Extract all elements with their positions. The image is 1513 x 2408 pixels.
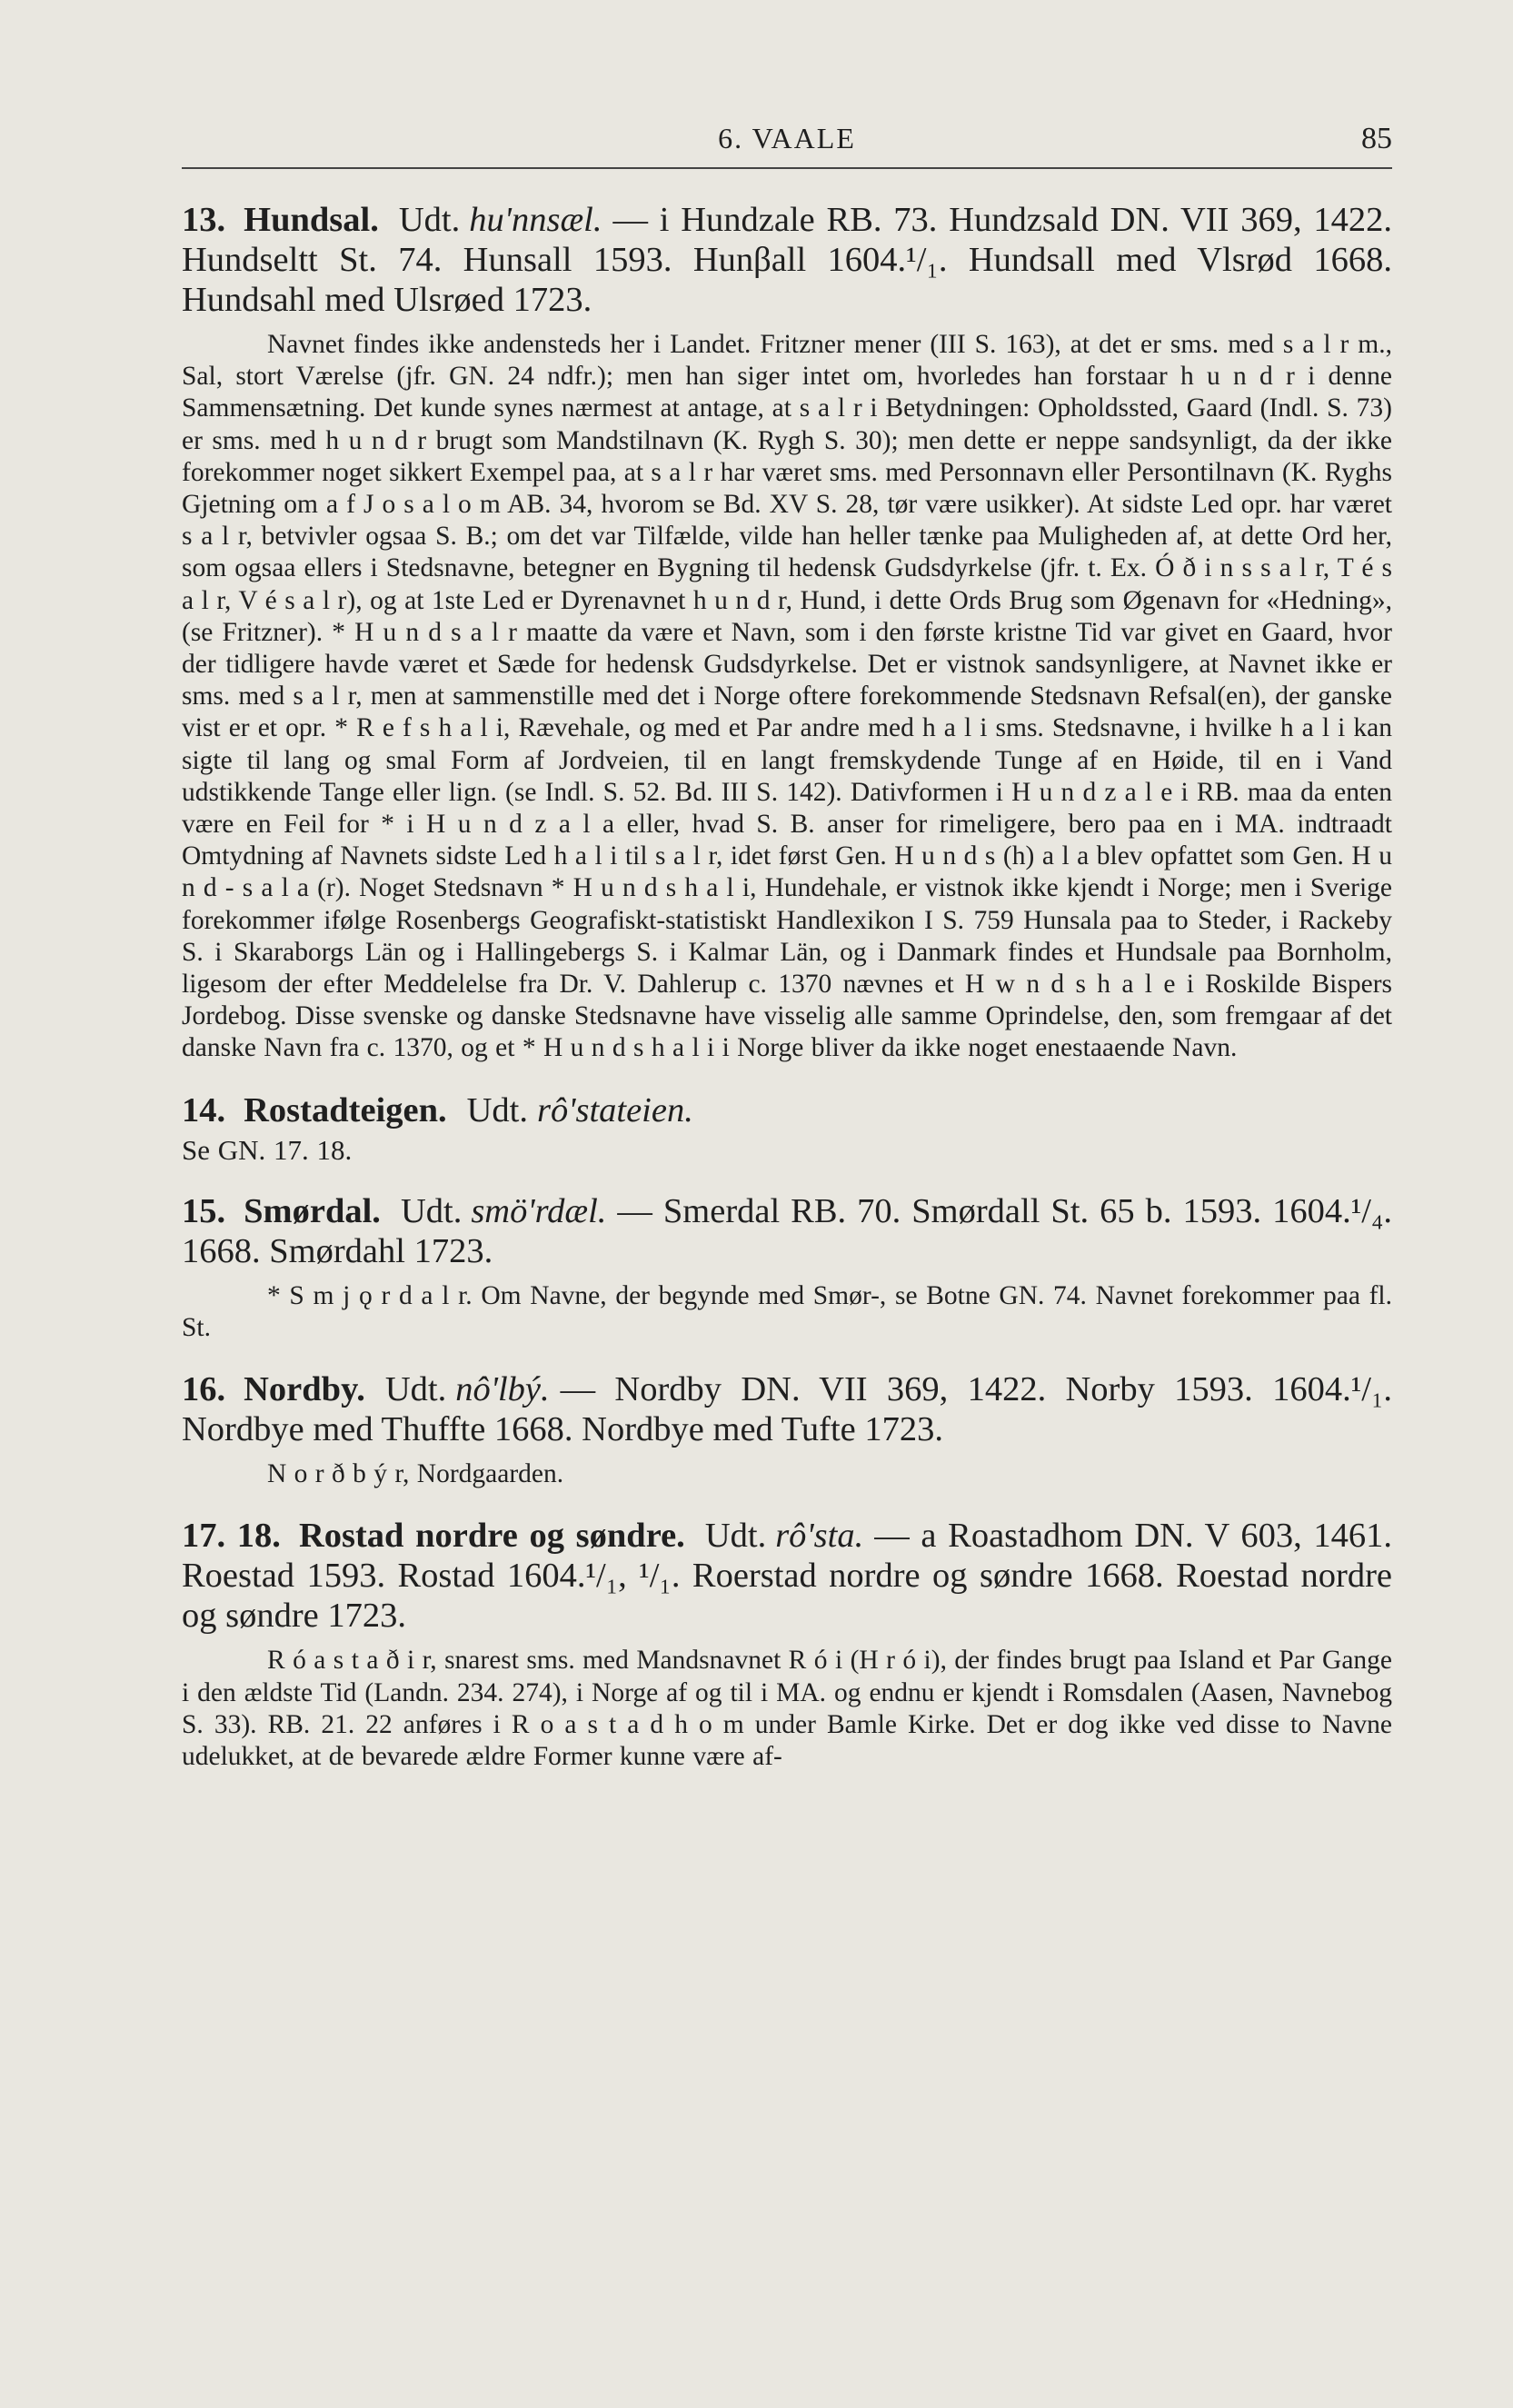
udt-label: Udt. <box>384 1370 447 1409</box>
entry-15 <box>182 1191 1392 1344</box>
entry-name: Rostadteigen. <box>244 1090 447 1129</box>
pronunciation: rô'stateien. <box>537 1090 693 1129</box>
page-body <box>182 200 1392 1798</box>
pronunciation: rô'sta. <box>775 1517 864 1556</box>
entry-main <box>182 1191 1392 1271</box>
pronunciation: smö'rdæl. <box>471 1191 607 1230</box>
udt-label: Udt. <box>398 201 461 239</box>
entry-main <box>182 1369 1392 1449</box>
entry-note: N o r ð b ý r, Nordgaarden. <box>267 1459 564 1489</box>
entry-main <box>182 1090 1392 1130</box>
entry-number: 15. <box>182 1191 226 1230</box>
entry-note: R ó a s t a ð i r, snarest sms. med Mandsnavnet R ó i (H r ó i), der findes brugt paa Island et Par Gange i den ældste Tid (Landn. 234. 274), i Norge af og til i MA. og endnu er kjendt i Romsdalen (Aasen, Navnebog S. 33). RB. 21. 22 anføres i R o a s t a d h o m under Bamle Kirke. Det er dog ikke ved disse to Navne udelukket, at de bevarede ældre Former kunne være af- <box>182 1646 1392 1772</box>
entry-note: Navnet findes ikke andensteds her i Landet. Fritzner mener (III S. 163), at det er sms. med s a l r m., Sal, stort Værelse (jfr. GN. 24 ndfr.); men han siger intet om, hvorledes han forstaar h u n d r i denne Sammensætning. Det kunde synes nærmest at antage, at s a l r i Betydningen: Opholdssted, Gaard (Indl. S. 73) er sms. med h u n d r brugt som Mandstilnavn (K. Rygh S. 30); men dette er neppe sandsynligt, da der ikke forekommer noget sikkert Exempel paa, at s a l r har været sms. med Personnavn eller Persontilnavn (K. Ryghs Gjetning om a f J o s a l o m AB. 34, hvorom se Bd. XV S. 28, tør være usikker). At sidste Led opr. har været s a l r, betvivler ogsaa S. B.; om det var Tilfælde, vilde han heller tænke paa Muligheden af, at dette Ord her, som ogsaa ellers i Stedsnavne, betegner en Bygning til hedensk Gudsdyrkelse (jfr. t. Ex. Ó ð i n s s a l r, T é s a l r, V é s a l r), og at 1ste Led er Dyrenavnet h u n d r, Hund, i dette Ords Brug som Øgenavn for «Hedning», (se Fritzner). * H u n d s a l r maatte da være et Navn, som i den første kristne Tid var givet en Gaard, hvor der tidligere havde været et Sæde for hedensk Gudsdyrkelse. Det er vistnok sandsynligere, at Navnet ikke er sms. med s a l r, men at sammenstille med det i Norge oftere forekommende Stedsnavn Refsal(en), der ganske vist er et opr. * R e f s h a l i, Rævehale, og med et Par andre med h a l i sms. Stedsnavne, i hvilke h a l i kan sigte til lang og smal Form af Jordveien, til en langt fremskydende Tunge af en Høide, til en i Vand udstikkende Tange eller lign. (se Indl. S. 52. Bd. III S. 142). Dativformen i H u n d z a l e i RB. maa da enten være en Feil for * i H u n d z a l a eller, hvad S. B. anser for rimeligere, bero paa en i MA. indtraadt Omtydning af Navnets sidste Led h a l i til s a l r, idet først Gen. H u n d s (h) a l a blev opfattet som Gen. H u n d - s a l a (r). Noget Stedsnavn * H u n d s h a l i, Hundehale, er vistnok ikke kjendt i Norge; men i Sverige forekommer ifølge Rosenbergs Geografiskt-statistiskt Handlexikon I S. 759 Hunsala paa to Steder, i Rackeby S. i Skaraborgs Län og i Hallingebergs S. i Kalmar Län, og i Danmark findes et Hundsale paa Bornholm, ligesom der efter Meddelelse fra Dr. V. Dahlerup c. 1370 nævnes et H w n d s h a l e i Roskilde Bispers Jordebog. Disse svenske og danske Stedsnavne have visselig alle samme Oprindelse, den, som fremgaar af det danske Navn fra c. 1370, og et * H u n d s h a l i i Norge bliver da ikke noget enestaaende Navn. <box>182 330 1392 1063</box>
entry-main <box>182 200 1392 320</box>
page-header <box>182 114 1392 169</box>
entry-forms: — i Hundzale RB. 73. Hundzsald DN. VII 369, 1422. Hundseltt St. 74. Hunsall 1593. Hunβall 1604.¹/₁. Hundsall med Vlsrød 1668. Hundsahl med Ulsrøed 1723. <box>182 201 1392 319</box>
entry-number: 16. <box>182 1370 226 1409</box>
entry-name: Smørdal. <box>244 1191 381 1230</box>
entry-name: Nordby. <box>244 1370 365 1409</box>
entry-17-18 <box>182 1516 1392 1773</box>
page-number: 85 <box>1361 122 1392 155</box>
entry-16 <box>182 1369 1392 1490</box>
entry-main <box>182 1516 1392 1636</box>
entry-number: 14. <box>182 1090 226 1129</box>
udt-label: Udt. <box>704 1517 767 1556</box>
entry-forms: — Nordby DN. VII 369, 1422. Norby 1593. 1604.¹/₁. Nordbye med Thuffte 1668. Nordbye med Tufte 1723. <box>182 1370 1392 1449</box>
udt-label: Udt. <box>466 1090 528 1129</box>
entry-name: Hundsal. <box>244 201 379 239</box>
section-title: 6. VAALE <box>718 122 856 154</box>
udt-label: Udt. <box>400 1191 463 1230</box>
entry-note: * S m j ǫ r d a l r. Om Navne, der begynde med Smør-, se Botne GN. 74. Navnet forekommer paa fl. St. <box>182 1280 1392 1343</box>
entry-number: 13. <box>182 201 226 239</box>
entry-note: Se GN. 17. 18. <box>182 1133 353 1166</box>
entry-number: 17. 18. <box>182 1517 281 1556</box>
entry-name: Rostad nordre og søndre. <box>298 1517 685 1556</box>
entry-forms: — Smerdal RB. 70. Smørdall St. 65 b. 1593. 1604.¹/₄. 1668. Smørdahl 1723. <box>182 1191 1392 1270</box>
pronunciation: hu'nnsæl. <box>469 201 602 239</box>
entry-14 <box>182 1090 1392 1166</box>
entry-forms: — a Roastadhom DN. V 603, 1461. Roestad 1593. Rostad 1604.¹/₁, ¹/₁. Roerstad nordre og søndre 1668. Roestad nordre og søndre 1723. <box>182 1517 1393 1636</box>
entry-13 <box>182 200 1392 1065</box>
pronunciation: nô'lbý. <box>455 1370 550 1409</box>
